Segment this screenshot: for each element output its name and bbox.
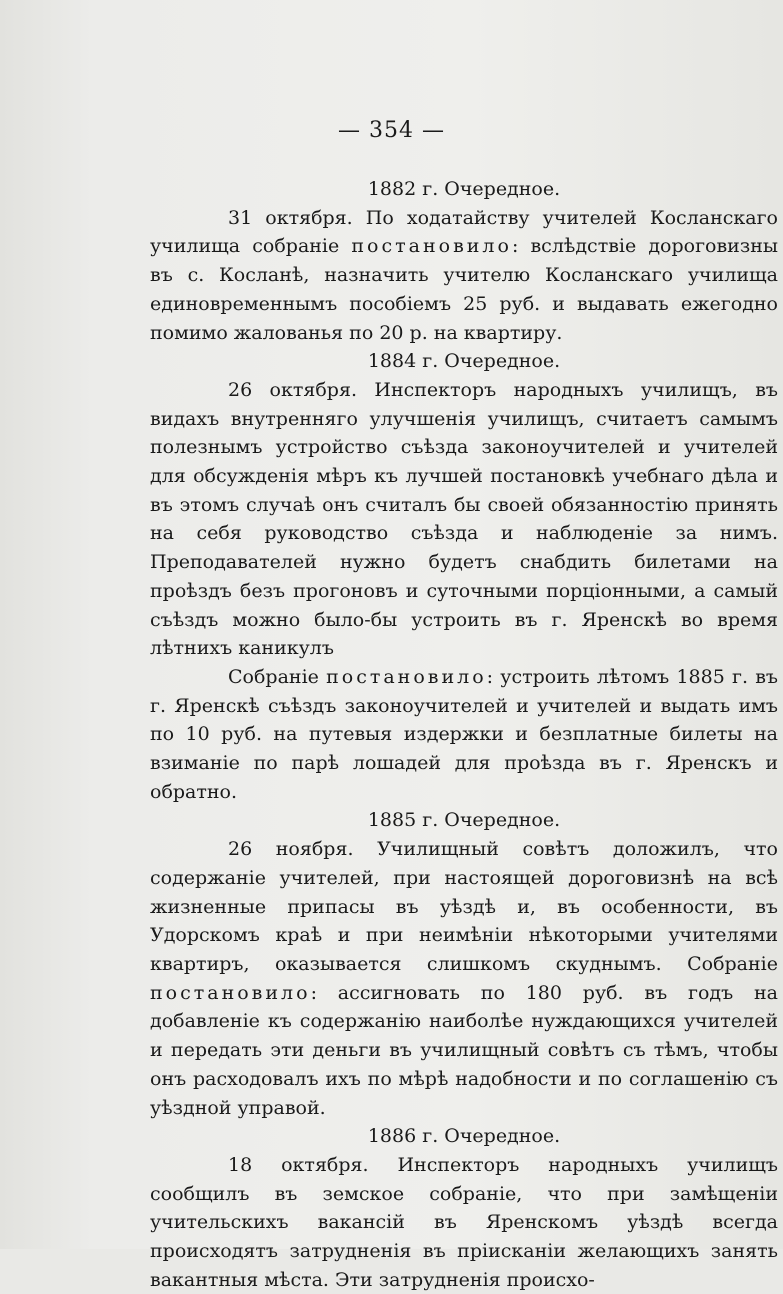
- text-run: : ассигновать по 180 руб. въ годъ на добавленіе къ содержанію наиболѣе нуждающихся учителей и передать эти деньги въ училищный совѣтъ съ тѣмъ, чтобы онъ расходовалъ ихъ по мѣрѣ надобности и по соглашенію съ уѣздной управой.: [150, 981, 778, 1119]
- paragraph: [150, 1151, 778, 1294]
- text-run: Собраніе: [228, 665, 327, 688]
- text-run: 26 октября. Инспекторъ народныхъ училищъ, въ видахъ внутренняго улучшенія училищъ, считаетъ самымъ полезнымъ устройство съѣзда законоучителей и учителей для обсужденія мѣръ къ лучшей постановкѣ учебнаго дѣла и въ этомъ случаѣ онъ считалъ бы своей обязанностію принять на себя руководство съѣзда и наблюденіе за нимъ. Преподавателей нужно будетъ снабдить билетами на проѣздъ безъ прогоновъ и суточными порціонными, а самый съѣздъ можно было-бы устроить въ г. Яренскѣ во время лѣтнихъ каникулъ: [150, 378, 778, 660]
- text-run: 18 октября. Инспекторъ народныхъ училищъ сообщилъ въ земское собраніе, что при замѣщеніи учительскихъ вакансій въ Яренскомъ уѣздѣ всегда происходятъ затрудненія въ пріисканіи желающихъ занять вакантныя мѣста. Эти затрудненія происхо-: [150, 1153, 778, 1291]
- text-run: 31 октября. По ходатайству учителей Косланскаго училища собраніе: [150, 206, 778, 258]
- emphasized-word: постановило: [150, 981, 311, 1004]
- paragraph: [150, 376, 778, 663]
- emphasized-word: постановило: [351, 235, 512, 258]
- text-run: 26 ноября. Училищный совѣтъ доложилъ, что содержаніе учителей, при настоящей дороговизнѣ на всѣ жизненные припасы въ уѣздѣ и, въ особенности, въ Удорскомъ краѣ и при неимѣніи нѣкоторыми учителями квартиръ, оказывается слишкомъ скуднымъ. Собраніе: [150, 838, 778, 975]
- paragraph: [150, 835, 778, 1122]
- section-heading: 1885 г. Очередное.: [367, 809, 561, 832]
- section-heading: 1882 г. Очередное.: [367, 178, 561, 200]
- section-heading: 1884 г. Очередное.: [367, 350, 561, 373]
- paragraph: [150, 663, 778, 807]
- paragraph: [150, 204, 778, 348]
- text-run: : устроить лѣтомъ 1885 г. въ г. Яренскѣ съѣздъ законоучителей и учителей и выдать имъ по 10 руб. на путевыя издержки и безплатные билеты на взиманіе по парѣ лошадей для проѣзда въ г. Яренскъ и обратно.: [150, 665, 778, 803]
- text-body: [150, 175, 778, 1294]
- page-number: — 354 —: [338, 118, 445, 143]
- emphasized-word: постановило: [326, 665, 487, 688]
- section-heading: 1886 г. Очередное.: [367, 1125, 561, 1148]
- text-run: : вслѣдствіе дороговизны въ с. Косланѣ, назначить учителю Косланскаго училища единовременнымъ пособіемъ 25 руб. и выдавать ежегодно помимо жалованья по 20 р. на квартиру.: [150, 235, 778, 344]
